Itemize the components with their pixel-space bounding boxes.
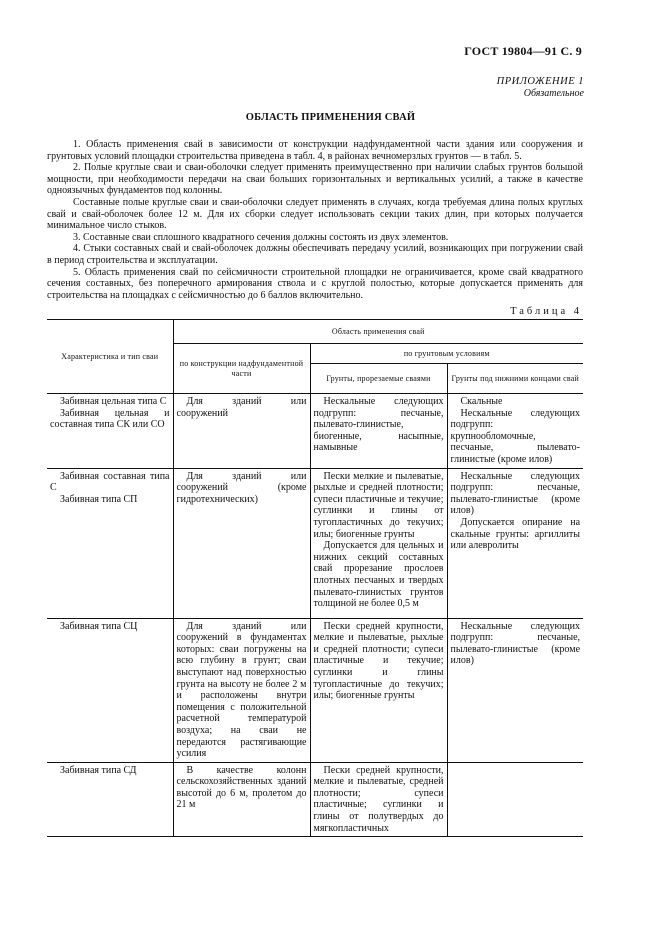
cell-penetrated	[310, 468, 447, 618]
cell-paragraph: Забивная цельная и составная типа СК или СО	[50, 407, 170, 431]
cell-paragraph: Забивная составная типа С	[50, 470, 170, 494]
paragraph: 4. Стыки составных свай и свай-оболочек должны обеспечивать передачу усилий, возникающих при погружении свай в период строительства и эксплуатации.	[47, 243, 583, 266]
cell-penetrated	[310, 618, 447, 762]
cell-type	[47, 762, 173, 837]
paragraph: 5. Область применения свай по сейсмичности строительной площадки не ограничивается, кроме свай квадратного сечения составных, без поперечного армирования ствола и с круглой полостью, которые допускается применять для строительства на площадках с сейсмичностью до 6 баллов включительно.	[47, 266, 583, 301]
header-penetrated: Грунты, прорезаемые сваями	[310, 364, 447, 394]
body-text	[47, 139, 583, 301]
cell-construction	[173, 762, 310, 837]
cell-paragraph: Нескальные следующих подгрупп: песчаные, пылевато-глинистые (кроме илов)	[450, 620, 581, 667]
table-row	[47, 618, 583, 762]
header-bottom: Грунты под нижними концами свай	[447, 364, 583, 394]
cell-bottom	[447, 394, 583, 469]
table-body	[47, 394, 583, 837]
header-soil: по грунтовым условиям	[310, 344, 583, 364]
cell-construction	[173, 394, 310, 469]
cell-paragraph: Для зданий или сооружений	[176, 396, 307, 419]
cell-paragraph: Нескальные следующих подгрупп: песчаные, пылевато-глинистые (кроме илов)	[450, 470, 581, 517]
cell-paragraph: Скальные	[460, 396, 503, 407]
cell-paragraph: Забивная цельная типа С	[60, 396, 167, 407]
cell-paragraph: Допускается для цельных и нижних секций составных свай прорезание прослоев плотных песчаных и твердых пылевато-глинистых грунтов толщиной не более 0,5 м	[313, 540, 444, 610]
table-row	[47, 762, 583, 837]
header-construction: по конструкции надфундаментной части	[173, 344, 310, 394]
cell-paragraph: Забивная типа СЦ	[60, 620, 138, 632]
cell-paragraph: Нескальные следующих подгрупп: песчаные, пылевато-глинистые, биогенные, насыпные, намывные	[313, 396, 444, 454]
pile-application-table	[47, 319, 583, 837]
cell-paragraph: Для зданий или сооружений в фундаментах которых: сваи погружены на всю глубину в грунт; сваи выступают над поверхностью грунта на высоту не более 2 м и расположены внутри помещения с положительной расчетной температурой воздуха; на сваи не передаются растягивающие усилия	[176, 620, 307, 760]
cell-type	[47, 618, 173, 762]
paragraph: Составные полые круглые сваи и сваи-оболочки следует применять в случаях, когда требуемая длина полых круглых свай и свай-оболочек более 12 м. Для их сборки следует использовать секции таких длин, при которых получается минимальное число стыков.	[47, 196, 583, 232]
cell-paragraph: Пески средней крупности, мелкие и пылеватые, рыхлые и средней плотности; супеси пластичные и текучие; суглинки и глины тугопластичные до текучих; илы; биогенные грунты	[313, 620, 444, 702]
paragraph: 2. Полые круглые сваи и сваи-оболочки следует применять преимущественно при наличии слабых грунтов большой мощности, при необходимости передачи на сваи больших горизонтальных и вертикальных усилий, а также в качестве одноязычных фундаментов под колонны.	[47, 162, 583, 197]
cell-penetrated	[310, 762, 447, 837]
header-area: Область применения свай	[173, 320, 583, 344]
cell-bottom	[447, 468, 583, 618]
paragraph: 3. Составные сваи сплошного квадратного сечения должны состоять из двух элементов.	[73, 231, 449, 243]
cell-penetrated	[310, 394, 447, 469]
cell-paragraph: Пески мелкие и пылеватые, рыхлые и средней плотности; супеси пластичные и текучие; суглинки и глины от тугопластичных до текучих; илы; биогенные грунты	[313, 470, 444, 540]
paragraph: 1. Область применения свай в зависимости от конструкции надфундаментной части здания или сооружения и грунтовых условий площадки строительства приведена в табл. 4, в районах вечномерзлых грунтов — в табл. 5.	[47, 139, 583, 162]
appendix-number: ПРИЛОЖЕНИЕ 1	[496, 76, 584, 87]
cell-paragraph: Забивная типа СП	[60, 493, 138, 505]
cell-construction	[173, 468, 310, 618]
cell-paragraph: Пески средней крупности, мелкие и пылеватые, средней плотности; супеси пластичные; суглинки и глины от полутвердых до мягкопластичных	[313, 764, 444, 834]
appendix-status: Обязательное	[523, 88, 584, 99]
section-title: ОБЛАСТЬ ПРИМЕНЕНИЯ СВАЙ	[245, 112, 416, 123]
cell-paragraph: В качестве колонн сельскохозяйственных зданий высотой до 6 м, пролетом до 21 м	[176, 764, 307, 811]
cell-type	[47, 468, 173, 618]
cell-paragraph: Допускается опирание на скальные грунты: аргиллиты или алевролиты	[450, 516, 581, 552]
cell-paragraph: Забивная типа СД	[60, 764, 137, 776]
table-row	[47, 468, 583, 618]
appendix-label	[497, 76, 584, 100]
cell-type	[47, 394, 173, 469]
table-caption: Таблица 4	[510, 306, 582, 317]
cell-paragraph: Нескальные следующих подгрупп: крупнообломочные, песчаные, пылевато-глинистые (кроме илов)	[450, 407, 581, 465]
header-type: Характеристика и тип сваи	[47, 320, 173, 394]
page-header: ГОСТ 19804—91 С. 9	[464, 44, 582, 58]
table-row	[47, 394, 583, 469]
cell-paragraph: Для зданий или сооружений (кроме гидротехнических)	[176, 470, 307, 505]
cell-bottom	[447, 618, 583, 762]
cell-construction	[173, 618, 310, 762]
cell-bottom	[447, 762, 583, 837]
